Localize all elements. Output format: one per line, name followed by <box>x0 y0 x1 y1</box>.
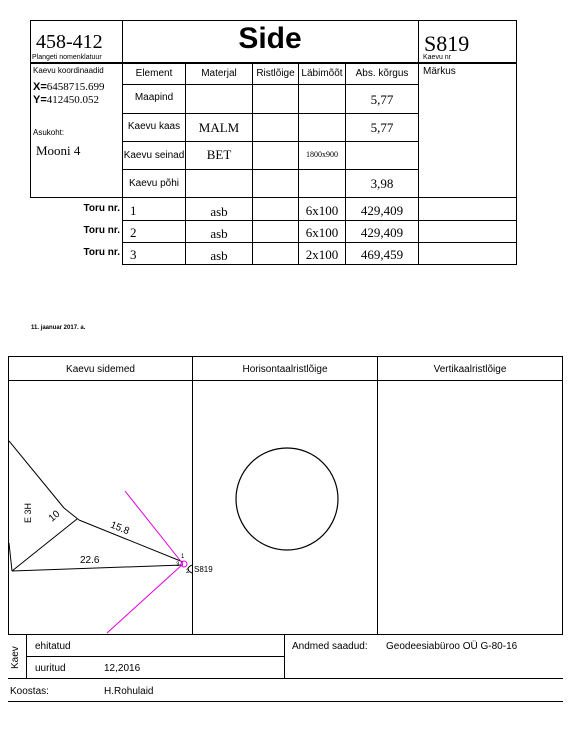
well-tag: S819 <box>194 565 213 574</box>
pipe-abs: 469,459 <box>360 247 404 262</box>
point-label: 3 <box>176 562 180 568</box>
panel-title-connections: Kaevu sidemed <box>66 364 135 375</box>
author: H.Rohulaid <box>104 686 154 697</box>
row-element: Maapind <box>134 92 174 103</box>
pipe-material: asb <box>210 248 228 263</box>
sheet-caption: Plangeti nomenklatuur <box>32 54 102 61</box>
document-date: 11. jaanuar 2017. a. <box>31 325 86 331</box>
well-caption: Kaevu nr <box>423 54 452 61</box>
x-coordinate: X=6458715.699 <box>33 81 105 93</box>
well-circle <box>236 448 338 550</box>
col-header-cross: Ristlõige <box>256 68 295 79</box>
y-coordinate: Y=412450.052 <box>33 94 100 106</box>
col-header-material: Materjal <box>201 68 237 79</box>
data-source-label: Andmed saadud: <box>292 641 368 652</box>
row-material: BET <box>206 147 232 162</box>
row-abs: 5,77 <box>370 92 394 107</box>
pipe-abs: 429,409 <box>360 203 404 218</box>
house-label: E 3H <box>23 502 34 524</box>
remarks-header: Märkus <box>423 66 456 77</box>
pipe-material: asb <box>210 226 228 241</box>
house-wall-line <box>64 508 79 520</box>
location-value: Mooni 4 <box>36 143 81 158</box>
pipe-label: Toru nr. <box>83 225 120 236</box>
built-label: ehitatud <box>35 641 71 652</box>
point-label: 2 <box>186 569 190 575</box>
dimension-label: 10 <box>46 508 63 525</box>
panel-title-horizontal: Horisontaalristlõige <box>242 364 328 375</box>
horizontal-section <box>193 381 377 634</box>
pipe-size: 2x100 <box>305 247 339 262</box>
row-element: Kaevu seinad <box>123 150 185 161</box>
pipe-label: Toru nr. <box>83 203 120 214</box>
sheet-number: 458-412 <box>36 31 103 53</box>
dimension-label: 22.6 <box>80 555 100 566</box>
pipe-nr: 2 <box>130 225 137 240</box>
col-header-abs: Abs. kõrgus <box>355 68 409 79</box>
surveyed-label: uuritud <box>35 663 66 674</box>
pipe-nr: 3 <box>130 247 137 262</box>
point-label: 1 <box>181 554 185 560</box>
connections-sketch <box>9 381 192 634</box>
aux-line <box>107 564 183 633</box>
dimension-label: 15.8 <box>108 519 131 538</box>
well-point <box>181 561 187 567</box>
house-wall-line <box>9 543 12 571</box>
row-element: Kaevu põhi <box>128 178 180 189</box>
row-element: Kaevu kaas <box>127 121 181 132</box>
pipe-material: asb <box>210 204 228 219</box>
data-source: Geodeesiabüroo OÜ G-80-16 <box>386 641 518 652</box>
pipe-size: 6x100 <box>305 203 339 218</box>
pipe-label: Toru nr. <box>83 247 120 258</box>
well-id: S819 <box>424 31 470 56</box>
author-label: Koostas: <box>10 686 49 697</box>
pipe-size: 6x100 <box>305 225 339 240</box>
pipe-abs: 429,409 <box>360 225 404 240</box>
row-abs: 3,98 <box>370 176 394 191</box>
col-header-diameter: Läbimõõt <box>301 68 343 79</box>
side-label: Kaev <box>10 646 21 669</box>
coords-caption: Kaevu koordinaadid <box>33 66 104 75</box>
row-abs: 5,77 <box>370 120 394 135</box>
aux-line <box>125 491 183 564</box>
location-caption: Asukoht: <box>33 128 65 137</box>
row-diameter: 1800x900 <box>306 150 338 159</box>
panel-title-vertical: Vertikaalristlõige <box>433 364 507 375</box>
surveyed-date: 12,2016 <box>104 663 141 674</box>
col-header-element: Element <box>135 68 173 79</box>
page-title: Side <box>238 22 302 55</box>
pipe-nr: 1 <box>130 203 137 218</box>
house-wall-line <box>12 519 77 571</box>
row-material: MALM <box>198 120 240 135</box>
house-wall-line <box>9 441 64 508</box>
